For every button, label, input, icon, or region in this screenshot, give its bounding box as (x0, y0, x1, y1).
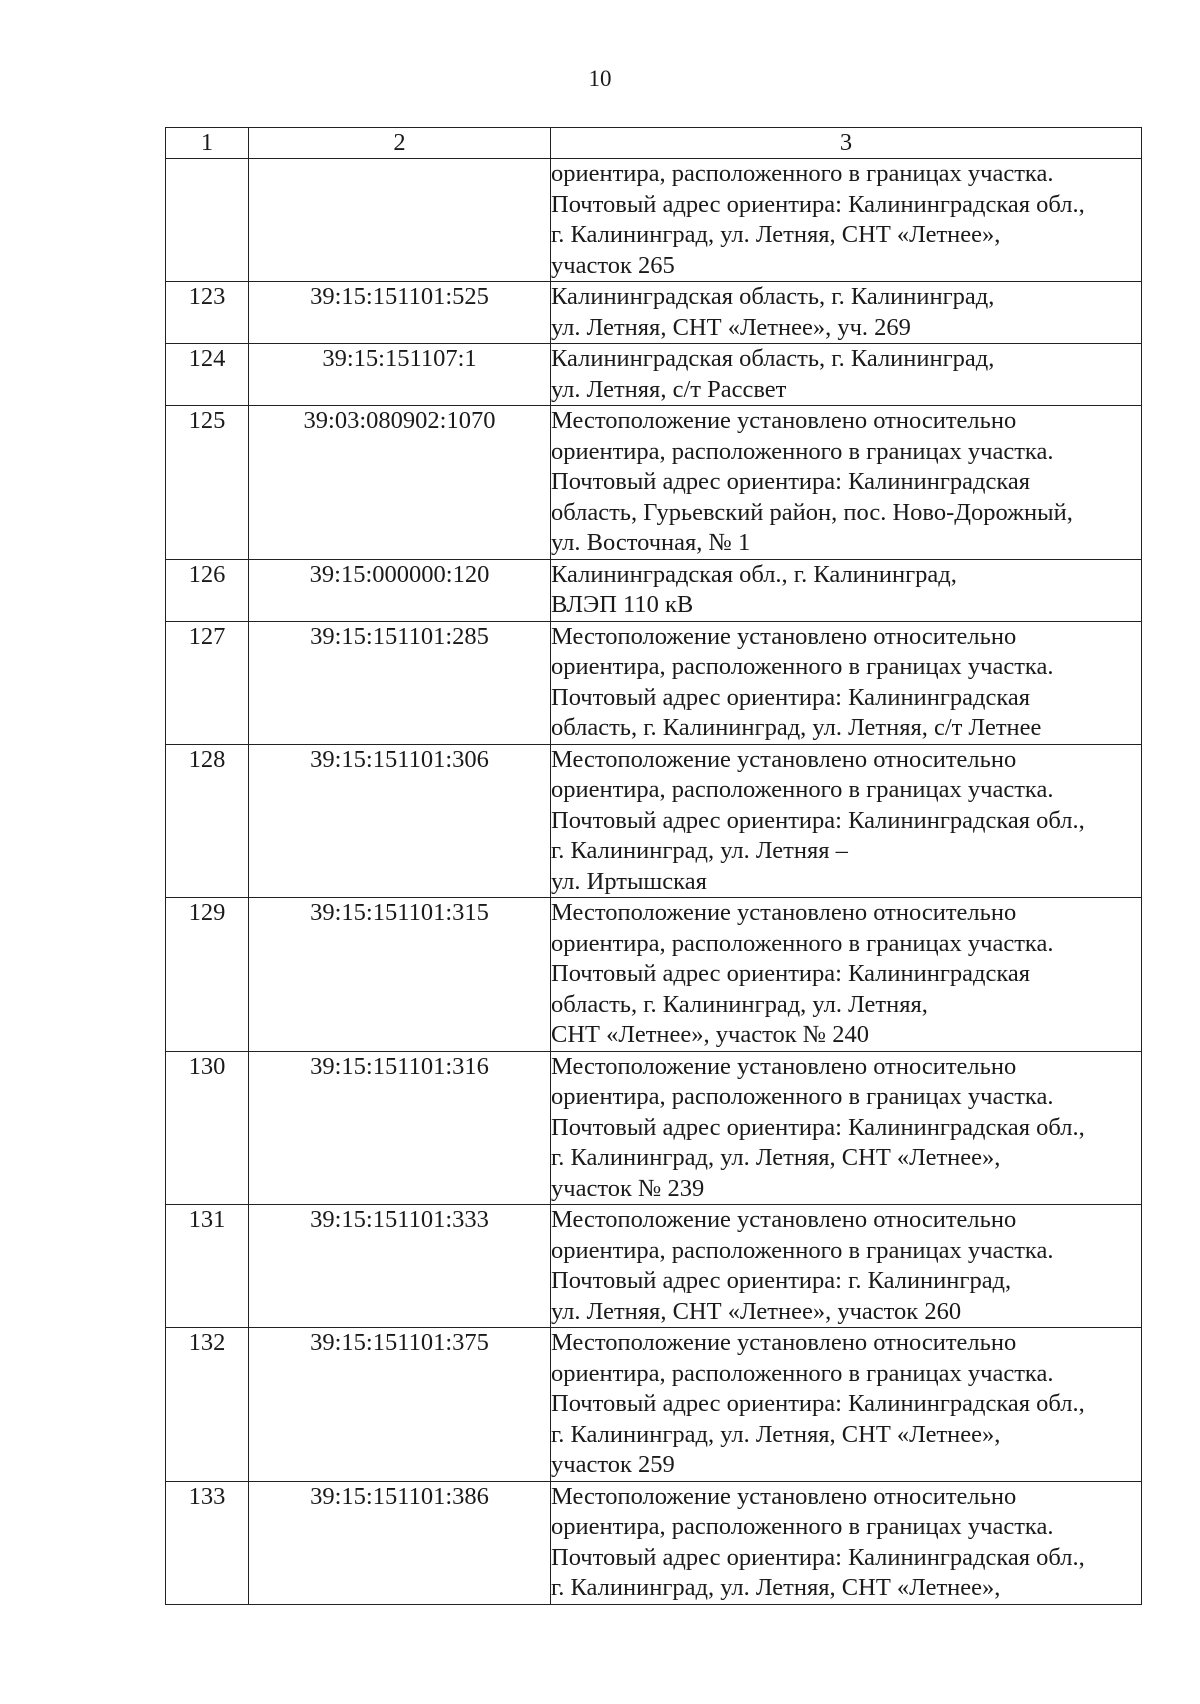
page-number: 10 (588, 66, 612, 91)
location-description: Местоположение установлено относительно ориентира, расположенного в границах участка. Почтовый адрес ориентира: Калининградская область, г. Калининград, ул. Летняя, СНТ «Летнее», участок № 240 (551, 898, 1142, 1052)
row-number: 130 (166, 1051, 249, 1205)
table-row (166, 159, 1142, 282)
cadastral-number: 39:03:080902:1070 (249, 406, 551, 560)
cadastral-number: 39:15:151101:375 (249, 1328, 551, 1482)
row-number (166, 159, 249, 282)
location-description: Местоположение установлено относительно ориентира, расположенного в границах участка. Почтовый адрес ориентира: Калининградская область, г. Калининград, ул. Летняя, с/т Летнее (551, 621, 1142, 744)
location-description: Местоположение установлено относительно ориентира, расположенного в границах участка. Почтовый адрес ориентира: Калининградская область, Гурьевский район, пос. Ново-Дорожный, ул. Восточная, № 1 (551, 406, 1142, 560)
location-description: Местоположение установлено относительно ориентира, расположенного в границах участка. Почтовый адрес ориентира: Калининградская обл., г. Калининград, ул. Летняя, СНТ «Летнее», участок 259 (551, 1328, 1142, 1482)
cadastral-number: 39:15:151101:306 (249, 744, 551, 898)
row-number: 132 (166, 1328, 249, 1482)
column-header-3: 3 (551, 128, 1142, 159)
cadastral-number: 39:15:151101:285 (249, 621, 551, 744)
row-number: 125 (166, 406, 249, 560)
location-description: Калининградская область, г. Калининград, ул. Летняя, с/т Рассвет (551, 344, 1142, 406)
location-description: Калининградская область, г. Калининград, ул. Летняя, СНТ «Летнее», уч. 269 (551, 282, 1142, 344)
table-row (166, 559, 1142, 621)
row-number: 127 (166, 621, 249, 744)
column-header-2: 2 (249, 128, 551, 159)
cadastral-number: 39:15:151101:386 (249, 1481, 551, 1604)
cadastral-number: 39:15:151101:315 (249, 898, 551, 1052)
row-number: 129 (166, 898, 249, 1052)
land-plot-table (165, 127, 1142, 1605)
location-description: Местоположение установлено относительно ориентира, расположенного в границах участка. Почтовый адрес ориентира: Калининградская обл., г. Калининград, ул. Летняя, СНТ «Летнее», участок № 239 (551, 1051, 1142, 1205)
table-row (166, 744, 1142, 898)
row-number: 128 (166, 744, 249, 898)
table-header-row (166, 128, 1142, 159)
row-number: 126 (166, 559, 249, 621)
row-number: 133 (166, 1481, 249, 1604)
location-description: Местоположение установлено относительно ориентира, расположенного в границах участка. Почтовый адрес ориентира: Калининградская обл., г. Калининград, ул. Летняя, СНТ «Летнее», (551, 1481, 1142, 1604)
cadastral-number (249, 159, 551, 282)
location-description: Местоположение установлено относительно ориентира, расположенного в границах участка. Почтовый адрес ориентира: Калининградская обл., г. Калининград, ул. Летняя – ул. Иртышская (551, 744, 1142, 898)
row-number: 131 (166, 1205, 249, 1328)
table-row (166, 1205, 1142, 1328)
table-row (166, 282, 1142, 344)
table-row (166, 621, 1142, 744)
table-row (166, 1328, 1142, 1482)
location-description: Калининградская обл., г. Калининград, ВЛЭП 110 кВ (551, 559, 1142, 621)
table-row (166, 406, 1142, 560)
column-header-1: 1 (166, 128, 249, 159)
table-row (166, 1481, 1142, 1604)
location-description: Местоположение установлено относительно ориентира, расположенного в границах участка. Почтовый адрес ориентира: г. Калининград, ул. Летняя, СНТ «Летнее», участок 260 (551, 1205, 1142, 1328)
cadastral-number: 39:15:151101:525 (249, 282, 551, 344)
row-number: 124 (166, 344, 249, 406)
cadastral-number: 39:15:151107:1 (249, 344, 551, 406)
cadastral-number: 39:15:000000:120 (249, 559, 551, 621)
table-row (166, 1051, 1142, 1205)
table-row (166, 344, 1142, 406)
row-number: 123 (166, 282, 249, 344)
table-row (166, 898, 1142, 1052)
cadastral-number: 39:15:151101:333 (249, 1205, 551, 1328)
cadastral-number: 39:15:151101:316 (249, 1051, 551, 1205)
location-description: ориентира, расположенного в границах участка. Почтовый адрес ориентира: Калининградская обл., г. Калининград, ул. Летняя, СНТ «Летнее», участок 265 (551, 159, 1142, 282)
